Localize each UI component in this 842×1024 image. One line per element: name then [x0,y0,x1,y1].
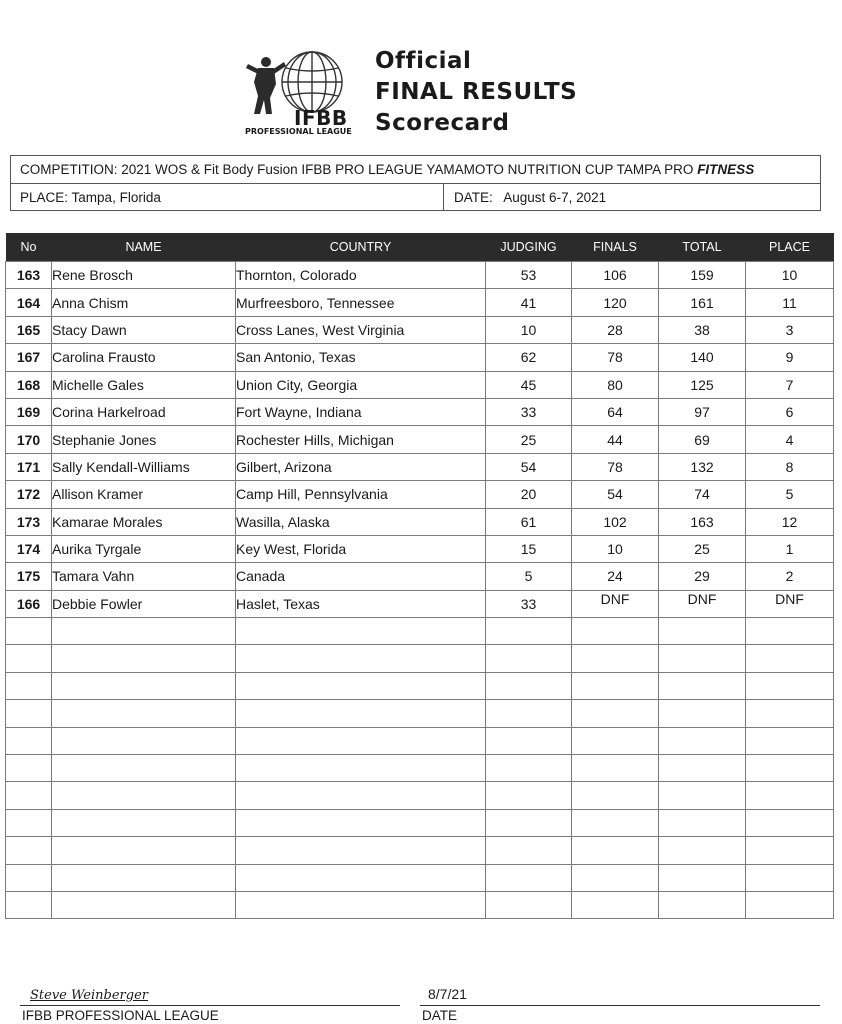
cell-judging: 15 [486,535,572,562]
empty-cell [659,618,746,645]
empty-cell [572,672,659,699]
cell-judging: 20 [486,481,572,508]
cell-name: Allison Kramer [52,481,236,508]
cell-judging: 33 [486,398,572,425]
empty-table-row [6,672,834,699]
cell-country: San Antonio, Texas [236,344,486,371]
place-cell [11,184,444,211]
empty-table-row [6,891,834,918]
cell-total: 69 [659,426,746,453]
cell-name: Carolina Frausto [52,344,236,371]
cell-country: Union City, Georgia [236,371,486,398]
cell-total: 132 [659,453,746,480]
empty-cell [52,782,236,809]
empty-table-row [6,755,834,782]
empty-cell [746,645,834,672]
empty-cell [52,727,236,754]
table-header-row [6,233,834,262]
footer-date-value: 8/7/21 [428,986,467,1002]
cell-judging: 10 [486,316,572,343]
cell-total: 125 [659,371,746,398]
results-body [6,262,834,919]
cell-finals: 102 [572,508,659,535]
empty-cell [236,837,486,864]
cell-country: Thornton, Colorado [236,262,486,289]
header-name: NAME [52,233,236,262]
empty-table-row [6,809,834,836]
empty-cell [486,672,572,699]
empty-cell [52,645,236,672]
cell-total: 74 [659,481,746,508]
cell-finals: 44 [572,426,659,453]
cell-total: 140 [659,344,746,371]
cell-place: 6 [746,398,834,425]
cell-finals: DNF [572,590,659,617]
signature: Steve Weinberger [30,988,148,1003]
empty-cell [486,782,572,809]
cell-place: 4 [746,426,834,453]
empty-cell [6,672,52,699]
header-place: PLACE [746,233,834,262]
empty-cell [52,700,236,727]
empty-cell [746,782,834,809]
empty-cell [236,809,486,836]
empty-cell [746,727,834,754]
cell-name: Rene Brosch [52,262,236,289]
competition-row [11,156,820,184]
cell-total: 29 [659,563,746,590]
table-row [6,426,834,453]
empty-cell [486,755,572,782]
empty-cell [746,837,834,864]
cell-place: 11 [746,289,834,316]
title-line-official: Official [375,48,472,74]
empty-cell [52,809,236,836]
empty-cell [6,618,52,645]
cell-place: 12 [746,508,834,535]
cell-name: Corina Harkelroad [52,398,236,425]
empty-cell [659,755,746,782]
empty-table-row [6,645,834,672]
cell-name: Tamara Vahn [52,563,236,590]
header-country: COUNTRY [236,233,486,262]
ifbb-logo [240,50,370,138]
empty-cell [6,837,52,864]
header-total: TOTAL [659,233,746,262]
date-line [420,1005,820,1006]
place-value: Tampa, Florida [71,190,161,205]
cell-name: Michelle Gales [52,371,236,398]
header-judging: JUDGING [486,233,572,262]
table-row [6,371,834,398]
table-row [6,535,834,562]
empty-cell [746,755,834,782]
empty-cell [659,809,746,836]
cell-name: Anna Chism [52,289,236,316]
cell-place: 7 [746,371,834,398]
empty-cell [572,700,659,727]
empty-cell [52,891,236,918]
cell-no: 171 [6,453,52,480]
cell-no: 175 [6,563,52,590]
empty-cell [486,645,572,672]
cell-country: Key West, Florida [236,535,486,562]
empty-cell [236,645,486,672]
competition-category: FITNESS [697,162,755,177]
logo-text: IFBB [294,106,348,130]
empty-cell [659,864,746,891]
cell-no: 165 [6,316,52,343]
empty-cell [486,618,572,645]
cell-judging: 25 [486,426,572,453]
cell-place: 9 [746,344,834,371]
date-label: DATE: [454,190,493,205]
empty-cell [6,891,52,918]
results-table [5,233,834,919]
empty-cell [6,864,52,891]
page-title [375,46,577,139]
cell-judging: 45 [486,371,572,398]
cell-judging: 54 [486,453,572,480]
cell-no: 163 [6,262,52,289]
cell-place: 3 [746,316,834,343]
cell-place: 1 [746,535,834,562]
date-value: August 6-7, 2021 [503,190,607,205]
table-row [6,262,834,289]
empty-cell [659,672,746,699]
empty-cell [572,782,659,809]
cell-country: Canada [236,563,486,590]
cell-place: 2 [746,563,834,590]
cell-finals: 80 [572,371,659,398]
table-row [6,508,834,535]
footer-date-label: DATE [422,1008,458,1023]
cell-name: Kamarae Morales [52,508,236,535]
cell-no: 174 [6,535,52,562]
cell-judging: 41 [486,289,572,316]
empty-cell [572,864,659,891]
cell-finals: 78 [572,453,659,480]
empty-cell [486,809,572,836]
cell-country: Cross Lanes, West Virginia [236,316,486,343]
empty-table-row [6,782,834,809]
cell-no: 167 [6,344,52,371]
table-row [6,398,834,425]
empty-cell [52,672,236,699]
empty-cell [236,755,486,782]
empty-cell [746,891,834,918]
empty-cell [486,864,572,891]
cell-finals: 54 [572,481,659,508]
cell-finals: 106 [572,262,659,289]
empty-table-row [6,700,834,727]
cell-name: Stacy Dawn [52,316,236,343]
cell-no: 168 [6,371,52,398]
empty-cell [6,645,52,672]
empty-cell [746,809,834,836]
empty-cell [236,891,486,918]
table-row [6,563,834,590]
empty-cell [236,672,486,699]
empty-cell [746,864,834,891]
signature-label: IFBB PROFESSIONAL LEAGUE [22,1008,219,1023]
header-finals: FINALS [572,233,659,262]
competition-info-box [10,155,821,211]
empty-cell [659,837,746,864]
empty-cell [486,700,572,727]
cell-country: Murfreesboro, Tennessee [236,289,486,316]
empty-cell [659,645,746,672]
empty-cell [236,782,486,809]
title-line-final-results: FINAL RESULTS [375,79,578,105]
empty-cell [236,618,486,645]
cell-name: Sally Kendall-Williams [52,453,236,480]
empty-table-row [6,618,834,645]
empty-cell [52,837,236,864]
cell-finals: 28 [572,316,659,343]
empty-cell [486,837,572,864]
empty-cell [746,672,834,699]
cell-no: 169 [6,398,52,425]
cell-judging: 62 [486,344,572,371]
cell-judging: 61 [486,508,572,535]
cell-total: 163 [659,508,746,535]
empty-cell [486,891,572,918]
empty-cell [6,727,52,754]
logo-subtext: PROFESSIONAL LEAGUE [245,127,352,136]
empty-cell [746,618,834,645]
table-row [6,590,834,617]
empty-cell [52,618,236,645]
cell-finals: 120 [572,289,659,316]
empty-cell [52,755,236,782]
empty-cell [6,700,52,727]
cell-judging: 53 [486,262,572,289]
cell-no: 172 [6,481,52,508]
cell-country: Camp Hill, Pennsylvania [236,481,486,508]
empty-cell [236,700,486,727]
empty-table-row [6,837,834,864]
cell-total: 97 [659,398,746,425]
empty-cell [572,755,659,782]
empty-cell [659,891,746,918]
cell-total: 25 [659,535,746,562]
table-row [6,316,834,343]
empty-cell [572,809,659,836]
cell-country: Haslet, Texas [236,590,486,617]
empty-cell [52,864,236,891]
competition-label: COMPETITION: [20,162,118,177]
cell-place: 10 [746,262,834,289]
empty-cell [486,727,572,754]
empty-cell [659,782,746,809]
empty-cell [746,700,834,727]
empty-cell [6,782,52,809]
empty-cell [572,645,659,672]
cell-country: Wasilla, Alaska [236,508,486,535]
signature-line [20,1005,400,1006]
cell-name: Stephanie Jones [52,426,236,453]
cell-no: 166 [6,590,52,617]
cell-total: 159 [659,262,746,289]
table-row [6,344,834,371]
empty-cell [6,809,52,836]
empty-table-row [6,727,834,754]
table-row [6,289,834,316]
cell-finals: 64 [572,398,659,425]
cell-place: 5 [746,481,834,508]
empty-cell [6,755,52,782]
cell-finals: 78 [572,344,659,371]
cell-total: 161 [659,289,746,316]
cell-finals: 10 [572,535,659,562]
cell-place: 8 [746,453,834,480]
cell-judging: 5 [486,563,572,590]
title-line-scorecard: Scorecard [375,110,510,136]
cell-no: 164 [6,289,52,316]
empty-cell [236,727,486,754]
empty-cell [572,618,659,645]
cell-country: Gilbert, Arizona [236,453,486,480]
empty-cell [659,700,746,727]
empty-cell [659,727,746,754]
empty-cell [572,727,659,754]
cell-place: DNF [746,590,834,617]
cell-name: Debbie Fowler [52,590,236,617]
cell-country: Fort Wayne, Indiana [236,398,486,425]
empty-cell [572,891,659,918]
empty-cell [572,837,659,864]
cell-no: 170 [6,426,52,453]
empty-table-row [6,864,834,891]
cell-finals: 24 [572,563,659,590]
table-row [6,453,834,480]
table-row [6,481,834,508]
cell-country: Rochester Hills, Michigan [236,426,486,453]
cell-total: 38 [659,316,746,343]
competition-name: 2021 WOS & Fit Body Fusion IFBB PRO LEAGUE YAMAMOTO NUTRITION CUP TAMPA PRO [121,162,694,177]
place-label: PLACE: [20,190,69,205]
cell-name: Aurika Tyrgale [52,535,236,562]
empty-cell [236,864,486,891]
cell-total: DNF [659,590,746,617]
cell-no: 173 [6,508,52,535]
date-cell [444,184,606,211]
cell-judging: 33 [486,590,572,617]
header-no: No [6,233,52,262]
